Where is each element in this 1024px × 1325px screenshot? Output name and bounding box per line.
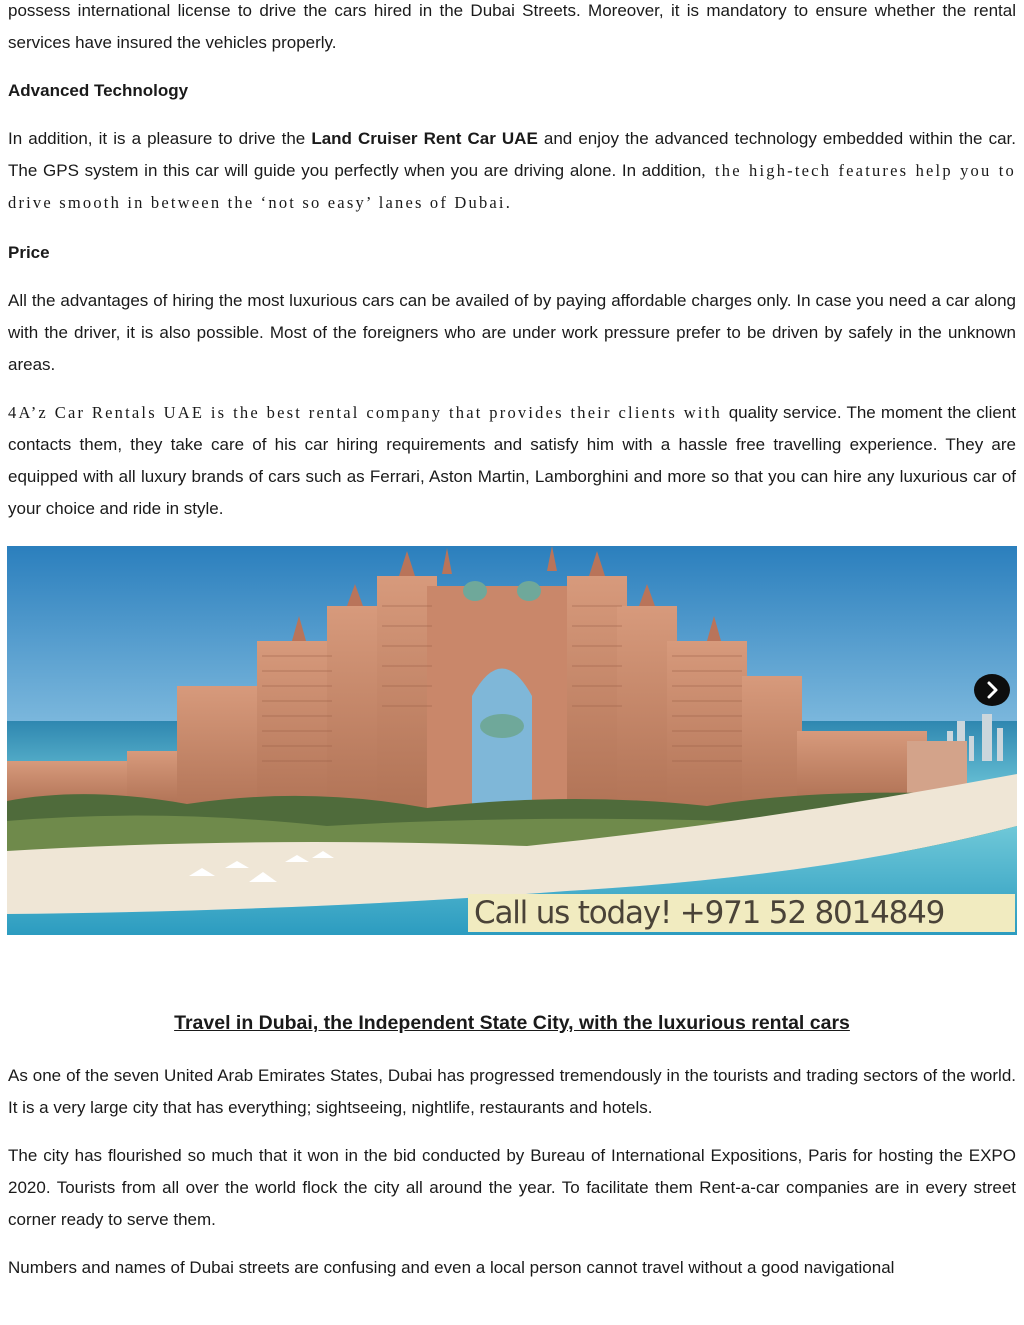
paragraph-advanced-technology xyxy=(8,123,1016,219)
paragraph-serif-text: , the high-tech features help you to drive smooth in between the ‘not so easy’ lanes of Dubai. xyxy=(8,161,1017,212)
paragraph-text: and enjoy the advanced technology embedded within the car. The GPS system in this car will guide you perfectly when you are driving alone. In addition xyxy=(8,129,1016,180)
company-serif-text: 4A’z Car Rentals UAE is the best rental company that provides their clients with xyxy=(8,403,729,422)
heading-advanced-technology: Advanced Technology xyxy=(8,81,189,100)
land-cruiser-link[interactable]: Land Cruiser Rent Car UAE xyxy=(311,129,538,148)
heading-price: Price xyxy=(8,243,50,262)
next-slide-button[interactable] xyxy=(974,674,1010,706)
hotel-banner-image xyxy=(7,546,1017,935)
paragraph-text: quality service. The moment the client contacts them, they take care of his car hiring requirements and satisfy him with a hassle free travelling experience. They are equipped with all luxury brands of cars such as Ferrari, Aston Martin, Lamborghini and more so that you can hire any luxurious car of your choice and ride in style. xyxy=(8,403,1016,518)
chevron-right-icon xyxy=(974,674,1010,706)
paragraph-price: All the advantages of hiring the most luxurious cars can be availed of by paying affordable charges only. In case you need a car along with the driver, it is also possible. Most of the foreigners who are under work pressure prefer to be driven by safely in the unknown areas. xyxy=(8,291,1016,374)
paragraph-expo: The city has flourished so much that it won in the bid conducted by Bureau of International Expositions, Paris for hosting the EXPO 2020. Tourists from all over the world flock the city all around the year. To facilitate them Rent-a-car companies are in every street corner ready to serve them. xyxy=(8,1146,1016,1229)
call-us-banner: Call us today! +971 52 8014849 xyxy=(468,894,1015,932)
paragraph-text: In addition, it is a pleasure to drive the xyxy=(8,129,312,148)
paragraph-streets: Numbers and names of Dubai streets are confusing and even a local person cannot travel without a good navigational xyxy=(8,1258,895,1277)
atlantis-hotel-illustration xyxy=(7,546,1017,935)
section-heading-travel-dubai: Travel in Dubai, the Independent State City, with the luxurious rental cars xyxy=(174,1012,850,1034)
paragraph-company xyxy=(8,397,1016,525)
paragraph-license: possess international license to drive the cars hired in the Dubai Streets. Moreover, it is mandatory to ensure whether the rental services have insured the vehicles properly. xyxy=(8,1,1016,52)
paragraph-dubai-intro: As one of the seven United Arab Emirates States, Dubai has progressed tremendously in the tourists and trading sectors of the world. It is a very large city that has everything; sightseeing, nightlife, restaurants and hotels. xyxy=(8,1066,1016,1117)
